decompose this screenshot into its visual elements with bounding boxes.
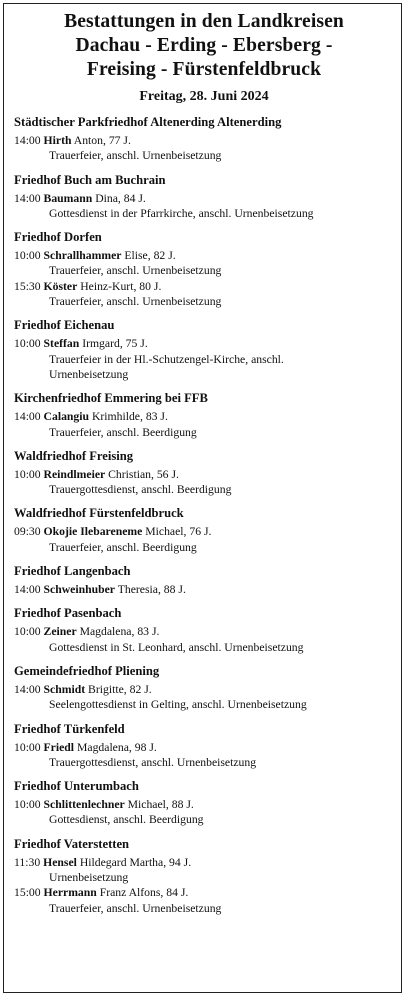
- entry-header: [14, 855, 397, 870]
- title-line: Dachau - Erding - Ebersberg -: [75, 35, 333, 56]
- cemetery-section: [14, 505, 397, 555]
- cemetery-name: Gemeindefriedhof Pliening: [14, 663, 160, 678]
- funeral-time: 11:30: [14, 855, 41, 869]
- deceased-surname: Schrallhammer: [43, 249, 122, 263]
- cemetery-name: Friedhof Buch am Buchrain: [14, 172, 166, 187]
- deceased-given-name-age: Franz Alfons, 84 J.: [99, 886, 189, 900]
- entry-list: [14, 797, 397, 828]
- cemetery-name: Friedhof Langenbach: [14, 564, 131, 579]
- cemetery-name: Friedhof Pasenbach: [14, 606, 122, 621]
- deceased-surname: Baumann: [43, 191, 93, 205]
- cemetery-section: [14, 172, 397, 222]
- deceased-surname: Hensel: [43, 855, 77, 869]
- ceremony-detail: Trauerfeier in der Hl.-Schutzengel-Kirche, anschl.: [49, 352, 284, 366]
- entry-header: [14, 797, 397, 812]
- deceased-given-name-age: Heinz-Kurt, 80 J.: [80, 279, 162, 293]
- funeral-entry: [14, 682, 397, 713]
- deceased-given-name-age: Hildegard Martha, 94 J.: [79, 855, 192, 869]
- entry-list: [14, 524, 397, 555]
- deceased-given-name-age: Magdalena, 98 J.: [76, 740, 157, 754]
- deceased-surname: Herrmann: [43, 886, 97, 900]
- cemetery-name: Waldfriedhof Freising: [14, 448, 134, 463]
- title-line: Freising - Fürstenfeldbruck: [86, 59, 322, 80]
- entry-list: [14, 467, 397, 498]
- cemetery-section: [14, 114, 397, 164]
- deceased-given-name-age: Irmgard, 75 J.: [82, 337, 148, 351]
- ceremony-detail: Trauerfeier, anschl. Urnenbeisetzung: [49, 901, 222, 915]
- entry-list: [14, 336, 397, 382]
- cemetery-section: [14, 563, 397, 597]
- deceased-surname: Schweinhuber: [43, 583, 115, 597]
- entry-header: [14, 885, 397, 900]
- entry-header: [14, 740, 397, 755]
- notice-date: Freitag, 28. Juni 2024: [139, 89, 269, 104]
- funeral-time: 14:00: [14, 682, 41, 696]
- deceased-surname: Reindlmeier: [43, 467, 106, 481]
- cemetery-name: Friedhof Unterumbach: [14, 779, 139, 794]
- cemetery-name: Friedhof Vaterstetten: [14, 836, 130, 851]
- funeral-entry: [14, 582, 397, 597]
- entry-header: [14, 191, 397, 206]
- deceased-given-name-age: Michael, 76 J.: [145, 525, 212, 539]
- deceased-given-name-age: Anton, 77 J.: [73, 134, 131, 147]
- ceremony-detail: Trauerfeier, anschl. Urnenbeisetzung: [49, 264, 222, 278]
- funeral-entry: [14, 279, 397, 310]
- deceased-surname: Steffan: [43, 337, 80, 351]
- deceased-surname: Hirth: [43, 134, 72, 147]
- deceased-surname: Köster: [43, 279, 78, 293]
- entry-header: [14, 133, 397, 148]
- deceased-surname: Schlittenlechner: [43, 798, 125, 812]
- funeral-entry: [14, 885, 397, 916]
- funeral-entry: [14, 524, 397, 555]
- ceremony-detail: Trauerfeier, anschl. Beerdigung: [49, 425, 197, 439]
- entry-header: [14, 248, 397, 263]
- entry-header: [14, 409, 397, 424]
- funeral-time: 15:00: [14, 886, 41, 900]
- cemetery-section: [14, 778, 397, 828]
- funeral-entry: [14, 740, 397, 771]
- entry-header: [14, 682, 397, 697]
- funeral-entry: [14, 467, 397, 498]
- entry-header: [14, 524, 397, 539]
- cemetery-name: Friedhof Eichenau: [14, 318, 115, 333]
- funeral-time: 14:00: [14, 583, 41, 597]
- ceremony-detail: Trauerfeier, anschl. Beerdigung: [49, 540, 197, 554]
- funeral-time: 10:00: [14, 467, 41, 481]
- cemetery-name: Waldfriedhof Fürstenfeldbruck: [14, 506, 184, 521]
- deceased-surname: Calangiu: [43, 410, 90, 424]
- deceased-given-name-age: Magdalena, 83 J.: [79, 625, 160, 639]
- funeral-time: 10:00: [14, 625, 41, 639]
- cemetery-section: [14, 229, 397, 309]
- title-line: Bestattungen in den Landkreisen: [64, 11, 344, 32]
- ceremony-detail: Gottesdienst in St. Leonhard, anschl. Urnenbeisetzung: [49, 640, 304, 654]
- entry-list: [14, 855, 397, 916]
- deceased-surname: Friedl: [43, 740, 75, 754]
- ceremony-detail: Trauergottesdienst, anschl. Beerdigung: [49, 483, 232, 497]
- funeral-entry: [14, 797, 397, 828]
- funeral-entry: [14, 336, 397, 382]
- entry-list: [14, 133, 397, 164]
- funeral-time: 10:00: [14, 740, 41, 754]
- funeral-entry: [14, 133, 397, 164]
- entry-header: [14, 336, 397, 351]
- entry-list: [14, 682, 397, 713]
- cemetery-section: [14, 721, 397, 771]
- deceased-surname: Okojie Ilebareneme: [43, 525, 143, 539]
- funeral-time: 14:00: [14, 191, 41, 205]
- entry-header: [14, 582, 397, 597]
- ceremony-detail: Urnenbeisetzung: [49, 367, 129, 381]
- funeral-time: 10:00: [14, 337, 41, 351]
- funeral-time: 10:00: [14, 249, 41, 263]
- funeral-time: 15:30: [14, 279, 41, 293]
- cemetery-section: [14, 390, 397, 440]
- funeral-entry: [14, 855, 397, 886]
- funeral-time: 09:30: [14, 525, 41, 539]
- deceased-given-name-age: Brigitte, 82 J.: [88, 682, 152, 696]
- ceremony-detail: Gottesdienst, anschl. Beerdigung: [49, 813, 204, 827]
- ceremony-detail: Trauerfeier, anschl. Urnenbeisetzung: [49, 149, 222, 163]
- cemetery-section: [14, 448, 397, 498]
- deceased-given-name-age: Elise, 82 J.: [124, 249, 176, 263]
- funeral-time: 10:00: [14, 798, 41, 812]
- cemetery-section: [14, 317, 397, 382]
- deceased-given-name-age: Christian, 56 J.: [108, 467, 179, 481]
- entry-header: [14, 624, 397, 639]
- funeral-entry: [14, 191, 397, 222]
- entry-list: [14, 582, 397, 597]
- ceremony-detail: Trauerfeier, anschl. Urnenbeisetzung: [49, 295, 222, 309]
- entry-list: [14, 740, 397, 771]
- deceased-given-name-age: Theresia, 88 J.: [117, 583, 186, 597]
- cemetery-name: Friedhof Dorfen: [14, 230, 102, 245]
- funeral-time: 14:00: [14, 410, 41, 424]
- funeral-entry: [14, 624, 397, 655]
- deceased-surname: Schmidt: [43, 682, 86, 696]
- funeral-entry: [14, 248, 397, 279]
- deceased-given-name-age: Michael, 88 J.: [127, 798, 194, 812]
- entry-list: [14, 191, 397, 222]
- deceased-surname: Zeiner: [43, 625, 77, 639]
- cemetery-section: [14, 836, 397, 916]
- notice-title: [4, 10, 404, 82]
- notice-content: [14, 10, 397, 916]
- cemetery-name: Städtischer Parkfriedhof Altenerding Altenerding: [14, 115, 282, 129]
- funeral-entry: [14, 409, 397, 440]
- ceremony-detail: Gottesdienst in der Pfarrkirche, anschl. Urnenbeisetzung: [49, 206, 314, 220]
- cemetery-section: [14, 605, 397, 655]
- cemetery-name: Friedhof Türkenfeld: [14, 721, 125, 736]
- ceremony-detail: Trauergottesdienst, anschl. Urnenbeisetzung: [49, 755, 257, 769]
- entry-header: [14, 467, 397, 482]
- cemetery-section: [14, 663, 397, 713]
- cemetery-list: [14, 114, 397, 916]
- deceased-given-name-age: Dina, 84 J.: [95, 191, 146, 205]
- entry-header: [14, 279, 397, 294]
- entry-list: [14, 624, 397, 655]
- cemetery-name: Kirchenfriedhof Emmering bei FFB: [14, 391, 208, 406]
- entry-list: [14, 409, 397, 440]
- ceremony-detail: Seelengottesdienst in Gelting, anschl. Urnenbeisetzung: [49, 698, 307, 712]
- ceremony-detail: Urnenbeisetzung: [49, 871, 129, 885]
- deceased-given-name-age: Krimhilde, 83 J.: [91, 410, 168, 424]
- entry-list: [14, 248, 397, 309]
- funeral-time: 14:00: [14, 134, 41, 147]
